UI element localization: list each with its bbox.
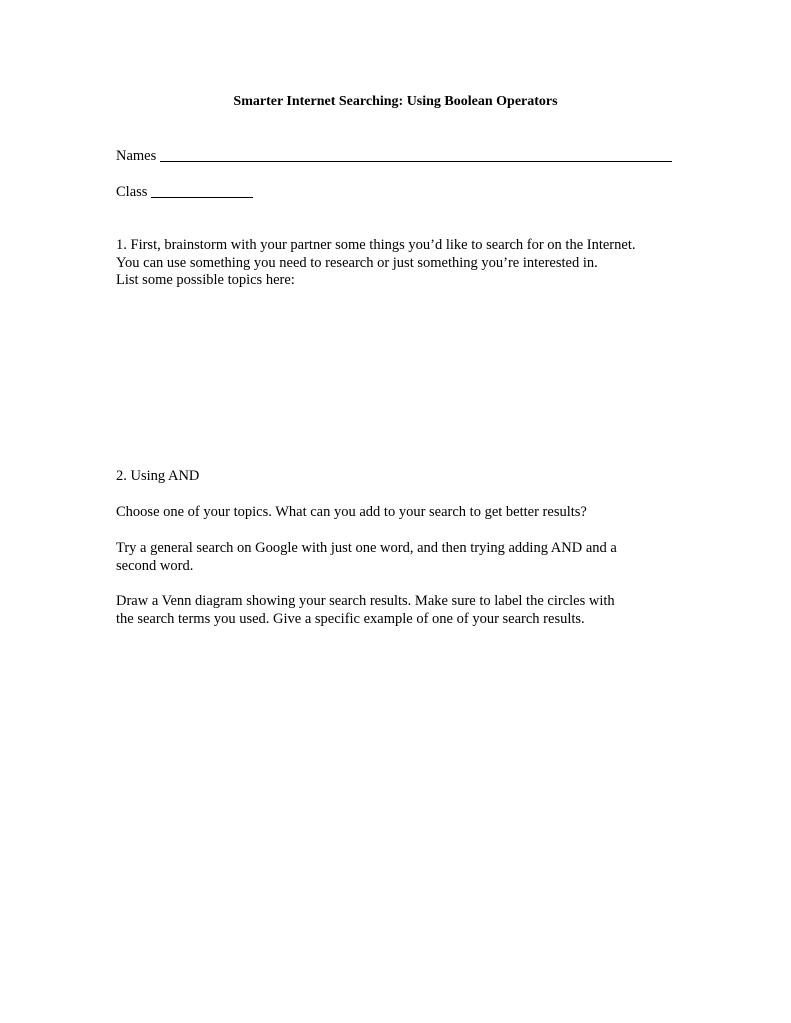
question-1 xyxy=(116,237,716,290)
question-2-paragraph-1 xyxy=(116,504,716,522)
question-1-line: List some possible topics here: xyxy=(116,272,295,288)
question-2-paragraph-3-line: Draw a Venn diagram showing your search results. Make sure to label the circles with xyxy=(116,593,615,609)
question-2-paragraph-2 xyxy=(116,540,716,575)
question-2-paragraph-3-line: the search terms you used. Give a specific example of one of your search results. xyxy=(116,610,585,627)
class-label: Class xyxy=(116,184,148,200)
question-2-paragraph-1-text: Choose one of your topics. What can you add to your search to get better results? xyxy=(116,504,587,520)
names-label: Names xyxy=(116,148,157,164)
venn-diagram-answer-space[interactable] xyxy=(116,640,676,960)
question-2-heading-text: 2. Using AND xyxy=(116,468,200,484)
question-2-paragraph-3 xyxy=(116,593,716,628)
class-field-row xyxy=(116,183,253,201)
question-2-paragraph-2-line: Try a general search on Google with just one word, and then trying adding AND and a xyxy=(116,540,617,556)
question-2-heading xyxy=(116,468,716,486)
class-blank-line[interactable] xyxy=(151,185,253,198)
question-1-line: You can use something you need to research or just something you’re interested in. xyxy=(116,254,598,271)
question-2-paragraph-2-line: second word. xyxy=(116,557,194,574)
names-field-row xyxy=(116,147,672,165)
names-blank-line[interactable] xyxy=(160,149,672,162)
topics-answer-space[interactable] xyxy=(116,300,676,450)
question-1-line: 1. First, brainstorm with your partner some things you’d like to search for on the Internet. xyxy=(116,237,636,253)
worksheet-title: Smarter Internet Searching: Using Boolean Operators xyxy=(233,94,558,109)
